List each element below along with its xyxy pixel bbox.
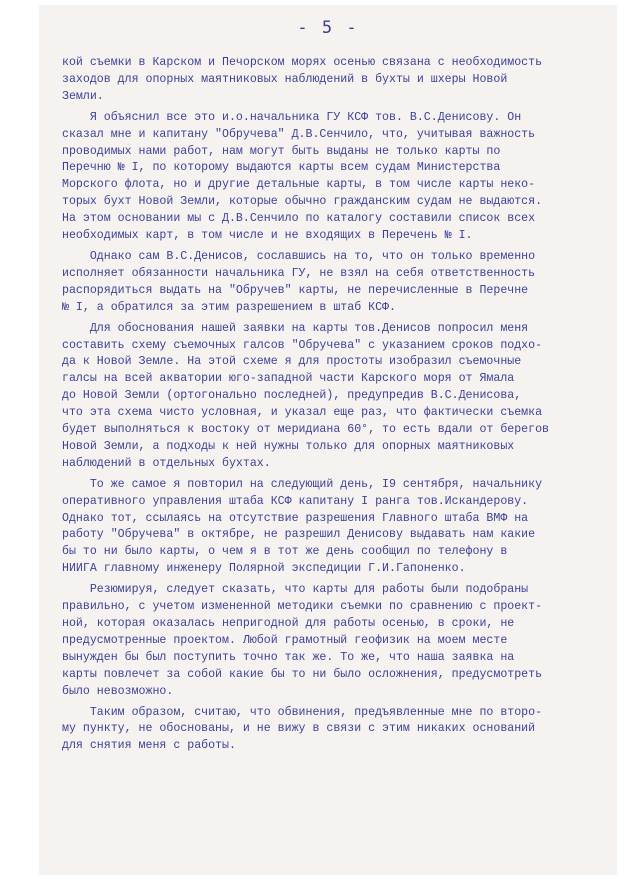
text-line: до Новой Земли (ортогонально последней), предупредив В.С.Денисова, [62,389,522,403]
text-line: НИИГА главному инженеру Полярной экспедиции Г.И.Гапоненко. [62,562,466,576]
text-line: правильно, с учетом измененной методики съемки по сравнению с проект- [62,600,543,614]
text-line: необходимых карт, в том числе и не входящих в Перечень № I. [62,229,473,243]
text-line: Для обоснования нашей заявки на карты тов.Денисов попросил меня [62,321,529,335]
text-line: работу "Обручева" в октябре, не разрешил Денисову выдавать нам какие [62,528,536,542]
text-line: Резюмируя, следует сказать, что карты для работы были подобраны [62,583,529,597]
paragraph [62,321,607,473]
text-line: То же самое я повторил на следующий день, I9 сентября, начальнику [62,477,543,491]
document-body [62,55,607,759]
text-line: Я объяснил все это и.о.начальника ГУ КСФ тов. В.С.Денисову. Он [62,110,522,124]
paragraph [62,249,607,317]
text-line: сказал мне и капитану "Обручева" Д.В.Сенчило, что, учитывая важность [62,127,536,141]
text-line: исполняет обязанности начальника ГУ, не взял на себя ответственность [62,266,536,280]
text-line: му пункту, не обоснованы, и не вижу в связи с этим никаких оснований [62,722,536,736]
text-line: да к Новой Земле. На этой схеме я для простоты изобразил съемочные [62,355,522,369]
text-line: бы то ни было карты, о чем я в тот же день сообщил по телефону в [62,545,508,559]
text-line: На этом основании мы с Д.В.Сенчило по каталогу составили список всех [62,212,536,226]
text-line: было невозможно. [62,684,174,698]
paragraph [62,55,607,106]
text-line: вынужден бы был поступить точно так же. То же, что наша заявка на [62,650,515,664]
text-line: для снятия меня с работы. [62,739,236,753]
text-line: кой съемки в Карском и Печорском морях осенью связана с необходимость [62,56,543,69]
paragraph [62,582,607,700]
text-line: Перечню № I, по которому выдаются карты всем судам Министерства [62,161,501,175]
text-line: Морского флота, но и другие детальные карты, в том числе карты неко- [62,178,536,192]
text-line: заходов для опорных маятниковых наблюдений в бухты и шхеры Новой [62,72,508,86]
text-line: торых бухт Новой Земли, которые обычно гражданским судам не выдаются. [62,195,543,209]
text-line: будет выполняться к востоку от меридиана 60°, то есть вдали от берегов [62,423,550,437]
text-line: ной, которая оказалась непригодной для работы осенью, в сроки, не [62,617,515,630]
paragraph [62,705,607,756]
text-line: карты повлечет за собой какие бы то ни было осложнения, предусмотреть [62,667,543,681]
text-line: № I, а обратился за этим разрешением в штаб КСФ. [62,300,396,314]
text-line: Однако тот, ссылаясь на отсутствие разрешения Главного штаба ВМФ на [62,511,529,525]
text-line: проводимых нами работ, нам могут быть выданы не только карты по [62,144,501,158]
text-line: Однако сам В.С.Денисов, сославшись на то, что он только временно [62,249,536,263]
text-line: оперативного управления штаба КСФ капитану I ранга тов.Искандерову. [62,494,529,508]
text-line: наблюдений в отдельных бухтах. [62,456,271,470]
text-line: Таким образом, считаю, что обвинения, предъявленные мне по второ- [62,705,543,719]
paragraph [62,110,607,245]
text-line: распорядиться выдать на "Обручев" карты, не перечисленные в Перечне [62,283,529,297]
page-number: - 5 - [297,18,359,38]
text-line: что эта схема чисто условная, и указал еще раз, что фактически съемка [62,406,543,420]
text-line: Новой Земли, а подходы к ней нужны только для опорных маятниковых [62,439,515,453]
text-line: предусмотренные проектом. Любой грамотный геофизик на моем месте [62,633,508,647]
text-line: Земли. [62,89,104,103]
text-line: составить схему съемочных галсов "Обручева" с указанием сроков подхо- [62,338,543,352]
text-line: галсы на всей акватории юго-западной части Карского моря от Ямала [62,372,515,386]
paragraph [62,477,607,578]
